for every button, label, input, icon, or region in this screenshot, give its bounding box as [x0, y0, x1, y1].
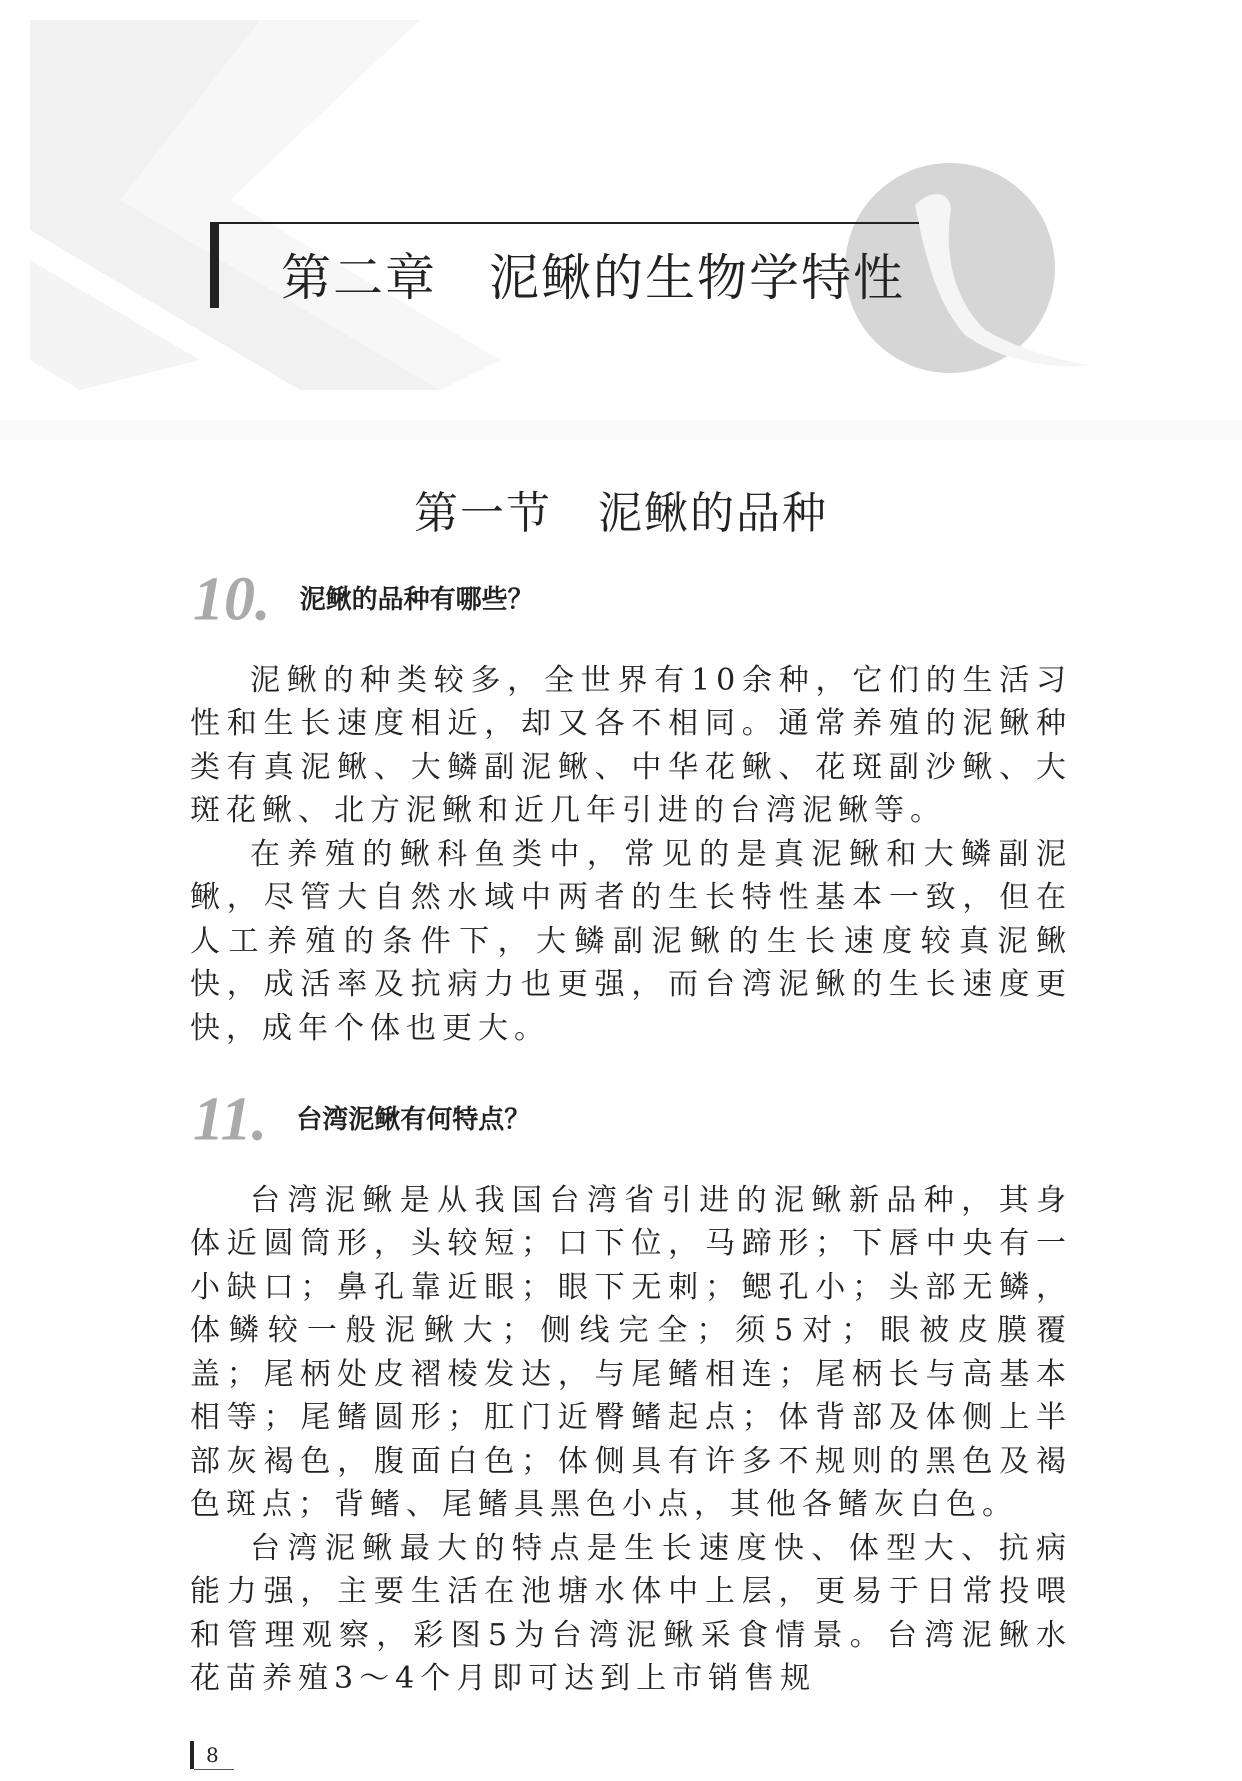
paragraph: 在养殖的鳅科鱼类中，常见的是真泥鳅和大鳞副泥鳅，尽管大自然水域中两者的生长特性基本一致，但在人工养殖的条件下，大鳞副泥鳅的生长速度较真泥鳅快，成活率及抗病力也更强，而台湾泥鳅的生长速度更快，成年个体也更大。 — [190, 836, 1072, 1046]
section-title: 第一节 泥鳅的品种 — [414, 488, 828, 539]
question-heading-10 — [193, 564, 1072, 635]
question-number: 11. — [193, 1085, 268, 1154]
page-number-rule — [194, 1769, 234, 1770]
question-title: 台湾泥鳅有何特点？ — [296, 1104, 531, 1135]
paragraph: 台湾泥鳅最大的特点是生长速度快、体型大、抗病能力强，主要生活在池塘水体中上层，更易于日常投喂和管理观察，彩图5为台湾泥鳅采食情景。台湾泥鳅水花苗养殖3～4个月即可达到上市销售规 — [190, 1530, 1072, 1696]
question-title: 泥鳅的品种有哪些？ — [299, 584, 534, 615]
question-heading-11 — [193, 1084, 1072, 1155]
chapter-title: 第二章 泥鳅的生物学特性 — [281, 249, 905, 307]
question-number: 10. — [193, 565, 271, 634]
page-number: 8 — [190, 1741, 219, 1769]
paragraph: 台湾泥鳅是从我国台湾省引进的泥鳅新品种，其身体近圆筒形，头较短；口下位，马蹄形；下唇中央有一小缺口；鼻孔靠近眼；眼下无刺；鳃孔小；头部无鳞，体鳞较一般泥鳅大；侧线完全；须5对；眼被皮膜覆盖；尾柄处皮褶棱发达，与尾鳍相连；尾柄长与高基本相等；尾鳍圆形；肛门近臀鳍起点；体背部及体侧上半部灰褐色，腹面白色；体侧具有许多不规则的黑色及褐色斑点；背鳍、尾鳍具黑色小点，其他各鳍灰白色。 — [190, 1182, 1072, 1522]
paragraph: 泥鳅的种类较多，全世界有10余种，它们的生活习性和生长速度相近，却又各不相同。通常养殖的泥鳅种类有真泥鳅、大鳞副泥鳅、中华花鳅、花斑副沙鳅、大斑花鳅、北方泥鳅和近几年引进的台湾泥鳅等。 — [190, 662, 1072, 828]
